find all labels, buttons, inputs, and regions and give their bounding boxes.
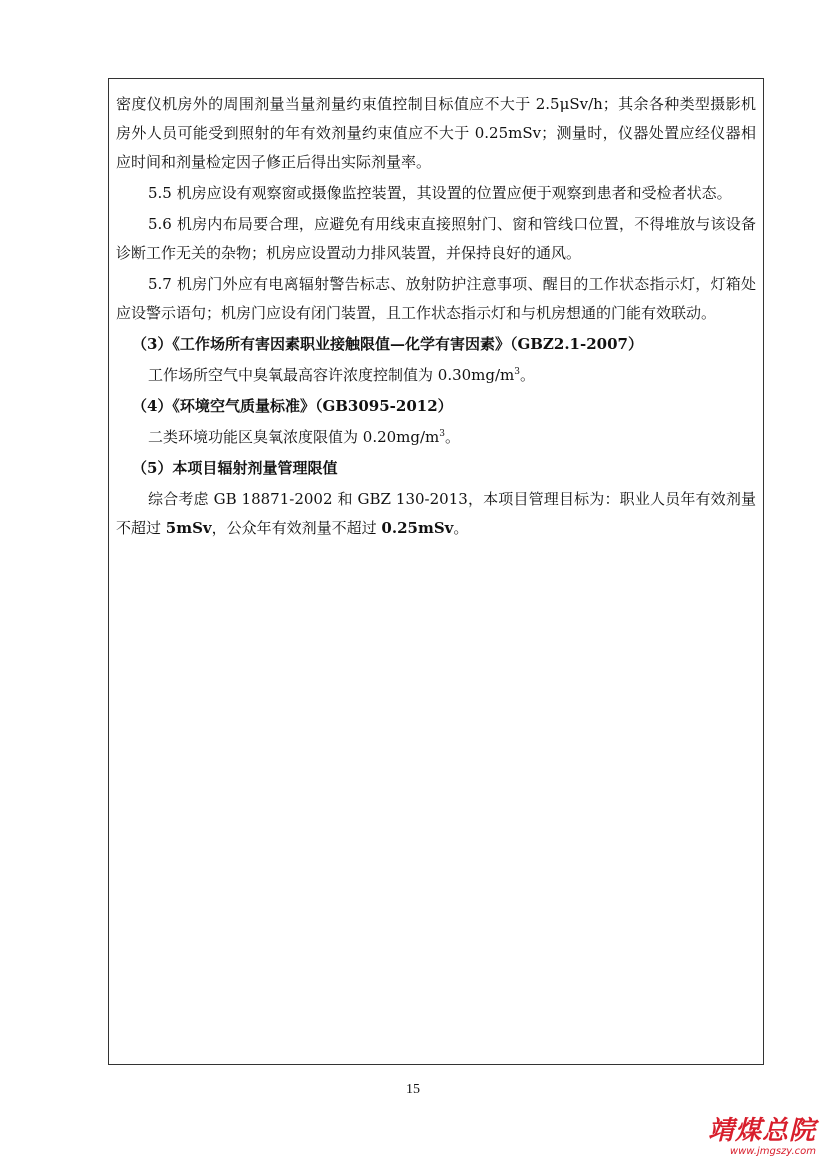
- watermark-logo: [676, 1116, 816, 1158]
- heading-gbz2-1: （3）《工作场所有害因素职业接触限值—化学有害因素》（GBZ2.1-2007）: [132, 335, 643, 353]
- ozone-workplace-end: 。: [520, 366, 536, 384]
- management-target-text-a: 综合考虑 GB 18871-2002 和 GBZ 130-2013，本项目管理目标为：职业人员年有效剂量不超过: [116, 490, 756, 537]
- paragraph-dose-constraint: 密度仪机房外的周围剂量当量剂量约束值控制目标值应不大于 2.5μSv/h；其余各种类型摄影机房外人员可能受到照射的年有效剂量约束值应不大于 0.25mSv；测量时，仪器处置应经仪器相应时间和剂量检定因子修正后得出实际剂量率。: [116, 95, 756, 171]
- paragraph-5-6: 5.6 机房内布局要合理，应避免有用线束直接照射门、窗和管线口位置，不得堆放与该设备诊断工作无关的杂物；机房应设置动力排风装置，并保持良好的通风。: [116, 215, 756, 262]
- watermark-title: 靖煤总院: [707, 1116, 816, 1146]
- ozone-ambient-end: 。: [445, 428, 461, 446]
- paragraph-management-target: [116, 485, 756, 543]
- heading-dose-limits: （5）本项目辐射剂量管理限值: [132, 459, 338, 477]
- paragraph-ozone-ambient: [116, 423, 756, 452]
- management-target-text-c: ，公众年有效剂量不超过: [211, 519, 382, 537]
- document-body: [116, 90, 756, 545]
- heading-gb3095: （4）《环境空气质量标准》（GB3095-2012）: [132, 397, 453, 415]
- ozone-ambient-text: 二类环境功能区臭氧浓度限值为 0.20mg/m: [148, 428, 440, 446]
- paragraph-5-5: 5.5 机房应设有观察窗或摄像监控装置，其设置的位置应便于观察到患者和受检者状态。: [148, 184, 732, 202]
- paragraph-ozone-workplace: [116, 361, 756, 390]
- page-number: 15: [406, 1082, 420, 1097]
- ozone-workplace-superscript: 3: [514, 367, 521, 377]
- watermark-url: www.jmgszy.com: [729, 1146, 816, 1157]
- occupational-limit-value: 5mSv: [165, 519, 212, 537]
- management-target-text-e: 。: [453, 519, 469, 537]
- paragraph-5-7: 5.7 机房门外应有电离辐射警告标志、放射防护注意事项、醒目的工作状态指示灯，灯箱处应设警示语句；机房门应设有闭门装置，且工作状态指示灯和与机房想通的门能有效联动。: [116, 275, 756, 322]
- public-limit-value: 0.25mSv: [381, 519, 454, 537]
- ozone-ambient-superscript: 3: [439, 429, 446, 439]
- ozone-workplace-text: 工作场所空气中臭氧最高容许浓度控制值为 0.30mg/m: [148, 366, 515, 384]
